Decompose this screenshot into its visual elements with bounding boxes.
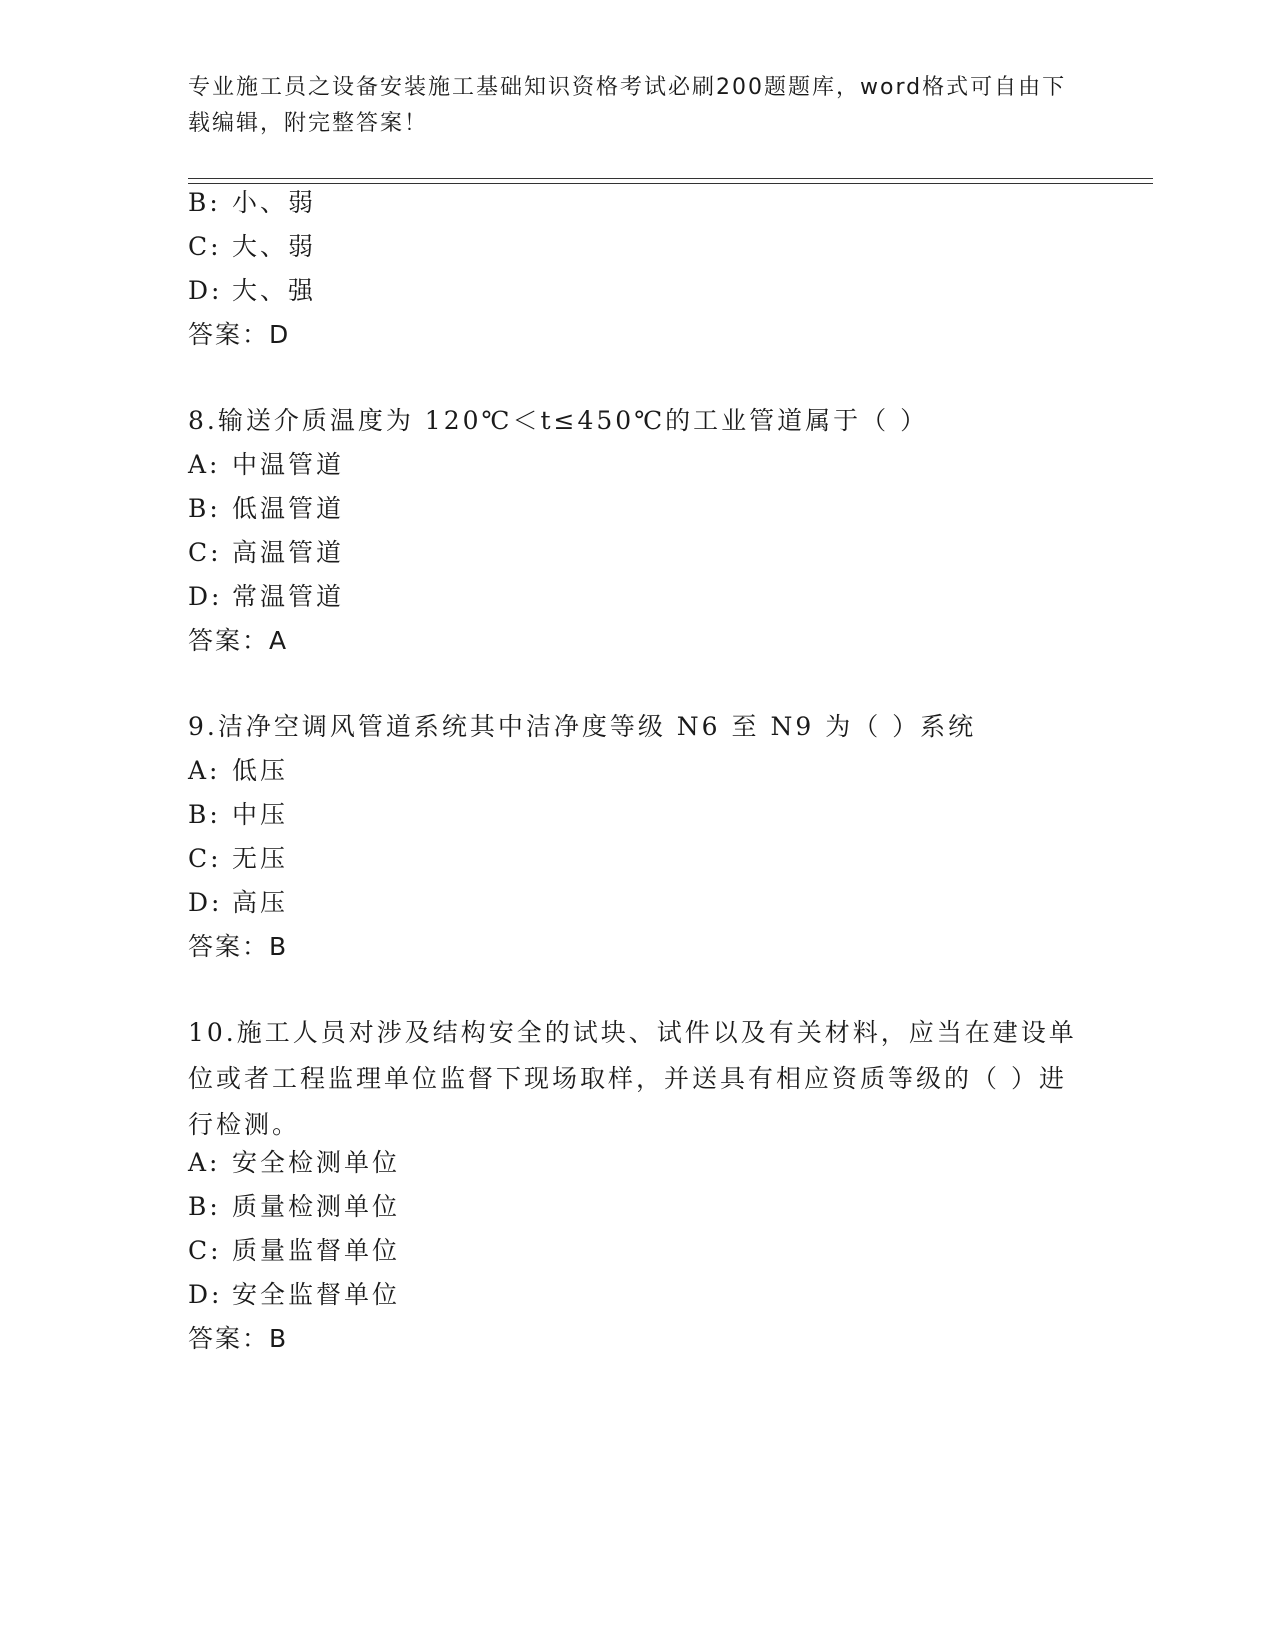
option-key: D: [188,1280,223,1309]
option-text: 安全监督单位 [232,1280,401,1309]
option-text: 低温管道 [232,494,345,523]
question-9-text: 9.洁净空调风管道系统其中洁净度等级 N6 至 N9 为（ ）系统 [188,712,977,741]
option-key: C: [188,538,222,567]
option-b [188,1191,400,1223]
option-d [188,581,344,613]
option-c [188,1235,400,1267]
option-a [188,449,344,481]
option-key: B: [188,1192,221,1221]
option-text: 质量监督单位 [232,1236,401,1265]
option-c [188,231,316,263]
answer-line: 答案：A [188,626,289,655]
option-key: A: [188,756,221,785]
document-header: 专业施工员之设备安装施工基础知识资格考试必刷200题题库，word格式可自由下载编辑，附完整答案！ [188,75,1067,136]
option-b [188,187,316,219]
option-text: 大、弱 [232,232,317,261]
option-text: 质量检测单位 [232,1192,401,1221]
option-b [188,493,344,525]
option-key: B: [188,494,221,523]
option-text: 中压 [232,800,289,829]
option-c [188,537,344,569]
answer-line: 答案：D [188,320,291,349]
option-d [188,887,288,919]
question-8-text: 8.输送介质温度为 120℃＜t≤450℃的工业管道属于（ ） [188,406,929,435]
option-text: 低压 [232,756,289,785]
option-key: A: [188,450,221,479]
option-a [188,1147,400,1179]
option-text: 大、强 [232,276,317,305]
option-text: 无压 [232,844,289,873]
option-text: 小、弱 [232,188,317,217]
option-text: 安全检测单位 [232,1148,401,1177]
option-key: B: [188,188,221,217]
option-key: D: [188,888,223,917]
option-c [188,843,288,875]
answer-line: 答案：B [188,932,289,961]
header-divider-top [188,178,1153,179]
option-key: C: [188,1236,222,1265]
option-a [188,755,288,787]
option-text: 中温管道 [232,450,345,479]
option-text: 常温管道 [232,582,345,611]
option-key: D: [188,582,223,611]
question-10-text: 10.施工人员对涉及结构安全的试块、试件以及有关材料，应当在建设单位或者工程监理单位监督下现场取样，并送具有相应资质等级的（ ）进行检测。 [188,1018,1077,1139]
header-divider-bottom [188,183,1153,184]
option-d [188,275,316,307]
option-key: A: [188,1148,221,1177]
option-text: 高温管道 [232,538,345,567]
option-b [188,799,288,831]
option-d [188,1279,400,1311]
option-key: D: [188,276,223,305]
option-key: B: [188,800,221,829]
answer-line: 答案：B [188,1324,289,1353]
option-text: 高压 [232,888,289,917]
option-key: C: [188,844,222,873]
option-key: C: [188,232,222,261]
